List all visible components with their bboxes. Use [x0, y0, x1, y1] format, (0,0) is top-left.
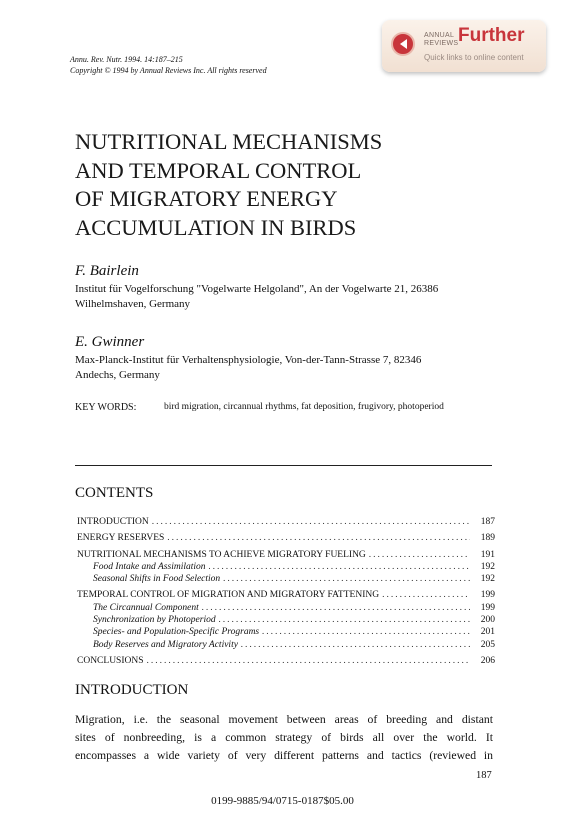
toc-entry-label: INTRODUCTION [77, 517, 149, 527]
toc-entry-page: 201 [480, 627, 495, 638]
toc-entry-page: 199 [480, 590, 495, 601]
toc-entry[interactable] [77, 549, 495, 561]
author-name: F. Bairlein [75, 263, 139, 279]
toc-entry[interactable] [77, 602, 495, 614]
body-line: Migration, i.e. the seasonal movement between areas of breeding and distant [75, 713, 493, 726]
title-line: AND TEMPORAL CONTROL [75, 157, 362, 183]
annual-reviews-logo-text [424, 32, 459, 48]
toc-entry-label: TEMPORAL CONTROL OF MIGRATION AND MIGRATORY FATTENING [77, 590, 380, 601]
toc-entry[interactable] [77, 626, 495, 638]
page-number: 187 [476, 770, 492, 781]
keywords-list: bird migration, circannual rhythms, fat deposition, frugivory, photoperiod [164, 402, 444, 412]
toc-entry-page: 205 [480, 639, 495, 650]
title-line: ACCUMULATION IN BIRDS [75, 214, 357, 240]
toc-entry[interactable] [77, 655, 495, 667]
toc-entry-label: ENERGY RESERVES [77, 533, 165, 544]
toc-entry-label: Species- and Population-Specific Programs [93, 627, 260, 638]
toc-entry-page: 206 [480, 655, 495, 666]
toc-entry[interactable] [77, 639, 495, 651]
footer-code: 0199-9885/94/0715-0187$05.00 [211, 795, 354, 807]
further-links-badge[interactable] [382, 20, 546, 72]
toc-leader-dots [209, 561, 471, 573]
further-tagline: Quick links to online content [424, 53, 524, 62]
toc-leader-dots [219, 614, 470, 626]
article-title [75, 128, 475, 242]
body-line: sites of nonbreeding, is a common strategy of birds all over the world. It [75, 731, 493, 745]
toc-entry-label: Seasonal Shifts in Food Selection [93, 574, 221, 585]
further-title: Further [458, 25, 525, 46]
toc-entry-label: The Circannual Component [93, 602, 199, 613]
author-name: E. Gwinner [75, 334, 145, 350]
toc-leader-dots [202, 602, 470, 614]
affiliation-line: Institut für Vogelforschung "Vogelwarte Helgoland", An der Vogelwarte 21, 26386 [75, 283, 439, 295]
body-line: encompasses a wide variety of very different patterns and tactics (reviewed in [75, 749, 493, 763]
toc-entry-page: 192 [480, 574, 495, 585]
toc-entry-label: NUTRITIONAL MECHANISMS TO ACHIEVE MIGRATORY FUELING [77, 549, 366, 560]
toc-leader-dots [152, 516, 470, 528]
introduction-body [75, 711, 493, 766]
toc-entry[interactable] [77, 561, 495, 573]
citation-line: Annu. Rev. Nutr. 1994. 14:187–215 [70, 55, 183, 64]
affiliation-line: Andechs, Germany [75, 369, 160, 381]
toc-entry-page: 199 [480, 602, 495, 613]
author-affiliation [75, 353, 495, 383]
toc-entry[interactable] [77, 589, 495, 601]
copyright-line: Copyright © 1994 by Annual Reviews Inc. All rights reserved [70, 66, 267, 75]
toc-entry-label: CONCLUSIONS [77, 655, 144, 666]
section-divider [75, 465, 492, 466]
introduction-heading: INTRODUCTION [75, 682, 189, 698]
brand-line: ANNUAL [424, 32, 455, 39]
toc-leader-dots [262, 626, 470, 638]
toc-leader-dots [167, 532, 470, 544]
journal-citation [70, 54, 370, 76]
toc-entry-label: Food Intake and Assimilation [93, 561, 206, 572]
toc-entry-page: 187 [480, 517, 495, 527]
toc-entry[interactable] [77, 532, 495, 544]
toc-entry-page: 191 [480, 549, 495, 560]
brand-line: REVIEWS [424, 40, 459, 47]
affiliation-line: Wilhelmshaven, Germany [75, 298, 191, 310]
toc-leader-dots [241, 639, 470, 651]
affiliation-line: Max-Planck-Institut für Verhaltensphysiologie, Von-der-Tann-Strasse 7, 82346 [75, 354, 422, 366]
toc-leader-dots [382, 589, 470, 601]
toc-entry-label: Synchronization by Photoperiod [93, 615, 216, 626]
toc-leader-dots [369, 549, 470, 561]
title-line: NUTRITIONAL MECHANISMS [75, 129, 383, 154]
play-back-icon [391, 32, 415, 56]
toc-entry-page: 192 [480, 561, 495, 572]
toc-leader-dots [223, 573, 470, 585]
toc-leader-dots [147, 655, 470, 667]
contents-heading: CONTENTS [75, 485, 154, 501]
author-affiliation [75, 282, 495, 312]
keywords-label: KEY WORDS: [75, 402, 137, 413]
toc-entry[interactable] [77, 614, 495, 626]
table-of-contents [77, 516, 495, 667]
toc-entry-page: 189 [480, 533, 495, 544]
toc-entry-label: Body Reserves and Migratory Activity [93, 639, 238, 650]
toc-entry-page: 200 [480, 615, 495, 626]
title-line: OF MIGRATORY ENERGY [75, 186, 338, 211]
toc-entry[interactable] [77, 573, 495, 585]
toc-entry[interactable] [77, 516, 495, 528]
